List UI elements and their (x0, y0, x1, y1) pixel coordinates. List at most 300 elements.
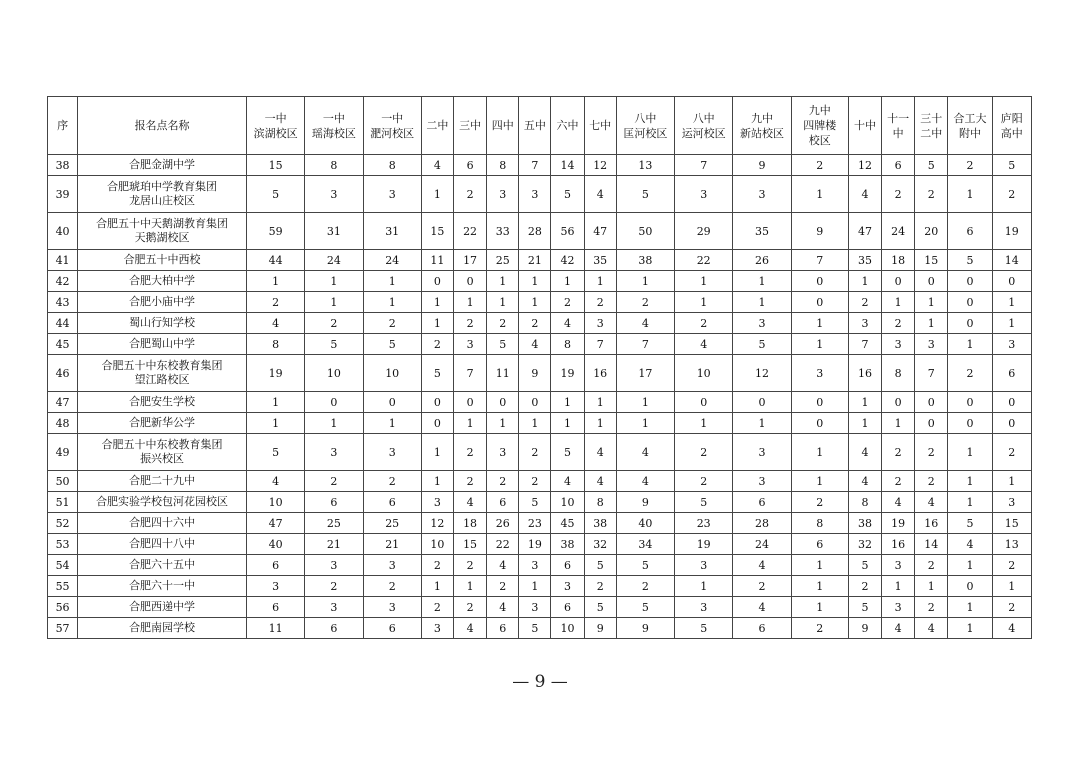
quota-cell: 5 (948, 513, 992, 534)
quota-cell: 45 (551, 513, 584, 534)
quota-cell: 8 (487, 155, 519, 176)
quota-cell: 0 (453, 271, 486, 292)
quota-cell: 1 (616, 392, 674, 413)
quota-cell: 15 (421, 213, 453, 250)
quota-cell: 3 (363, 434, 421, 471)
school-name: 合肥西递中学 (78, 597, 247, 618)
quota-cell: 1 (882, 576, 915, 597)
quota-cell: 59 (246, 213, 304, 250)
quota-cell: 10 (421, 534, 453, 555)
row-seq: 47 (48, 392, 78, 413)
quota-cell: 3 (305, 176, 363, 213)
quota-cell: 0 (791, 413, 848, 434)
quota-cell: 22 (675, 250, 733, 271)
quota-cell: 3 (848, 313, 881, 334)
quota-cell: 5 (584, 597, 616, 618)
quota-cell: 2 (487, 313, 519, 334)
quota-cell: 5 (675, 618, 733, 639)
quota-cell: 1 (733, 413, 791, 434)
quota-cell: 3 (305, 434, 363, 471)
quota-cell: 40 (616, 513, 674, 534)
quota-cell: 5 (616, 176, 674, 213)
school-name: 合肥安生学校 (78, 392, 247, 413)
quota-cell: 3 (882, 334, 915, 355)
column-header: 九中 四牌楼 校区 (791, 97, 848, 155)
quota-cell: 2 (675, 313, 733, 334)
quota-cell: 4 (616, 434, 674, 471)
quota-cell: 2 (791, 492, 848, 513)
school-name: 合肥五十中天鹅湖教育集团 天鹅湖校区 (78, 213, 247, 250)
quota-cell: 0 (421, 392, 453, 413)
quota-cell: 1 (791, 471, 848, 492)
quota-cell: 1 (487, 292, 519, 313)
quota-cell: 8 (305, 155, 363, 176)
quota-cell: 1 (421, 313, 453, 334)
quota-cell: 1 (487, 413, 519, 434)
quota-cell: 19 (675, 534, 733, 555)
quota-cell: 18 (453, 513, 486, 534)
quota-cell: 38 (848, 513, 881, 534)
column-header: 一中 滨湖校区 (246, 97, 304, 155)
quota-cell: 8 (363, 155, 421, 176)
quota-cell: 5 (733, 334, 791, 355)
column-header: 七中 (584, 97, 616, 155)
quota-cell: 4 (882, 618, 915, 639)
quota-cell: 56 (551, 213, 584, 250)
row-seq: 50 (48, 471, 78, 492)
quota-cell: 1 (992, 292, 1031, 313)
row-seq: 43 (48, 292, 78, 313)
row-seq: 49 (48, 434, 78, 471)
quota-cell: 2 (675, 434, 733, 471)
school-name: 合肥实验学校包河花园校区 (78, 492, 247, 513)
quota-cell: 0 (363, 392, 421, 413)
quota-cell: 3 (246, 576, 304, 597)
quota-cell: 2 (584, 292, 616, 313)
quota-cell: 2 (948, 155, 992, 176)
quota-cell: 4 (584, 471, 616, 492)
quota-cell: 0 (305, 392, 363, 413)
quota-cell: 4 (616, 313, 674, 334)
table-row (48, 555, 1032, 576)
quota-cell: 0 (948, 413, 992, 434)
quota-cell: 5 (915, 155, 948, 176)
school-name: 合肥新华公学 (78, 413, 247, 434)
row-seq: 45 (48, 334, 78, 355)
quota-cell: 5 (584, 555, 616, 576)
quota-cell: 2 (363, 576, 421, 597)
quota-cell: 4 (948, 534, 992, 555)
quota-cell: 1 (791, 576, 848, 597)
quota-cell: 7 (453, 355, 486, 392)
quota-cell: 12 (733, 355, 791, 392)
quota-cell: 9 (616, 492, 674, 513)
quota-cell: 0 (882, 392, 915, 413)
quota-cell: 13 (992, 534, 1031, 555)
table-row (48, 355, 1032, 392)
quota-cell: 31 (305, 213, 363, 250)
quota-cell: 20 (915, 213, 948, 250)
quota-cell: 2 (305, 576, 363, 597)
quota-cell: 5 (246, 176, 304, 213)
quota-cell: 6 (551, 555, 584, 576)
quota-cell: 1 (882, 413, 915, 434)
quota-cell: 2 (848, 576, 881, 597)
quota-cell: 1 (453, 292, 486, 313)
quota-cell: 3 (305, 597, 363, 618)
quota-cell: 19 (551, 355, 584, 392)
quota-cell: 1 (948, 434, 992, 471)
quota-cell: 1 (305, 413, 363, 434)
quota-cell: 2 (882, 176, 915, 213)
quota-cell: 1 (363, 413, 421, 434)
quota-cell: 6 (305, 492, 363, 513)
quota-cell: 0 (948, 313, 992, 334)
quota-cell: 32 (848, 534, 881, 555)
quota-cell: 7 (584, 334, 616, 355)
quota-cell: 1 (363, 292, 421, 313)
quota-cell: 44 (246, 250, 304, 271)
quota-cell: 10 (305, 355, 363, 392)
quota-cell: 4 (848, 176, 881, 213)
quota-cell: 3 (363, 555, 421, 576)
quota-cell: 10 (246, 492, 304, 513)
quota-cell: 29 (675, 213, 733, 250)
row-seq: 51 (48, 492, 78, 513)
quota-cell: 5 (616, 597, 674, 618)
row-seq: 57 (48, 618, 78, 639)
school-name: 合肥南园学校 (78, 618, 247, 639)
quota-cell: 24 (882, 213, 915, 250)
quota-cell: 1 (733, 271, 791, 292)
quota-cell: 0 (948, 271, 992, 292)
quota-cell: 0 (992, 392, 1031, 413)
quota-cell: 1 (551, 271, 584, 292)
quota-cell: 15 (915, 250, 948, 271)
quota-cell: 2 (992, 555, 1031, 576)
quota-cell: 3 (519, 176, 551, 213)
quota-cell: 4 (733, 597, 791, 618)
quota-cell: 23 (675, 513, 733, 534)
row-seq: 53 (48, 534, 78, 555)
quota-cell: 16 (915, 513, 948, 534)
quota-cell: 1 (675, 292, 733, 313)
quota-cell: 4 (848, 434, 881, 471)
quota-cell: 1 (948, 334, 992, 355)
quota-cell: 4 (992, 618, 1031, 639)
quota-cell: 8 (551, 334, 584, 355)
quota-cell: 5 (848, 597, 881, 618)
quota-cell: 15 (992, 513, 1031, 534)
quota-cell: 0 (453, 392, 486, 413)
quota-cell: 2 (551, 292, 584, 313)
quota-cell: 4 (551, 471, 584, 492)
quota-cell: 47 (246, 513, 304, 534)
quota-cell: 8 (848, 492, 881, 513)
column-header: 二中 (421, 97, 453, 155)
quota-cell: 2 (791, 618, 848, 639)
school-name: 合肥金湖中学 (78, 155, 247, 176)
row-seq: 41 (48, 250, 78, 271)
quota-cell: 3 (305, 555, 363, 576)
quota-cell: 1 (551, 413, 584, 434)
quota-cell: 6 (992, 355, 1031, 392)
quota-cell: 1 (453, 413, 486, 434)
quota-cell: 6 (733, 618, 791, 639)
quota-cell: 4 (848, 471, 881, 492)
quota-cell: 24 (305, 250, 363, 271)
quota-cell: 4 (487, 597, 519, 618)
quota-cell: 23 (519, 513, 551, 534)
quota-cell: 0 (733, 392, 791, 413)
quota-cell: 1 (246, 271, 304, 292)
quota-cell: 1 (791, 555, 848, 576)
quota-cell: 31 (363, 213, 421, 250)
quota-cell: 9 (733, 155, 791, 176)
quota-cell: 3 (733, 434, 791, 471)
quota-cell: 0 (487, 392, 519, 413)
school-name: 合肥四十八中 (78, 534, 247, 555)
quota-cell: 5 (616, 555, 674, 576)
quota-cell: 1 (791, 313, 848, 334)
school-name: 合肥五十中东校教育集团 振兴校区 (78, 434, 247, 471)
quota-cell: 28 (733, 513, 791, 534)
header-row (48, 97, 1032, 155)
quota-cell: 1 (848, 413, 881, 434)
row-seq: 42 (48, 271, 78, 292)
quota-cell: 1 (519, 271, 551, 292)
quota-cell: 5 (305, 334, 363, 355)
quota-cell: 4 (246, 471, 304, 492)
quota-cell: 38 (551, 534, 584, 555)
quota-cell: 35 (848, 250, 881, 271)
quota-cell: 1 (519, 292, 551, 313)
quota-cell: 2 (915, 597, 948, 618)
quota-cell: 1 (305, 271, 363, 292)
quota-cell: 4 (675, 334, 733, 355)
school-name: 合肥五十中西校 (78, 250, 247, 271)
table-row (48, 471, 1032, 492)
table-body (48, 155, 1032, 639)
quota-cell: 24 (733, 534, 791, 555)
quota-cell: 0 (421, 413, 453, 434)
quota-cell: 11 (246, 618, 304, 639)
quota-cell: 0 (519, 392, 551, 413)
column-header: 十一 中 (882, 97, 915, 155)
table-row (48, 534, 1032, 555)
quota-cell: 2 (421, 334, 453, 355)
quota-cell: 2 (733, 576, 791, 597)
quota-cell: 19 (246, 355, 304, 392)
quota-cell: 6 (246, 555, 304, 576)
quota-cell: 21 (305, 534, 363, 555)
quota-cell: 47 (584, 213, 616, 250)
quota-cell: 1 (882, 292, 915, 313)
quota-cell: 1 (915, 313, 948, 334)
quota-cell: 7 (915, 355, 948, 392)
quota-cell: 2 (519, 313, 551, 334)
school-name: 合肥六十五中 (78, 555, 247, 576)
table-row (48, 155, 1032, 176)
quota-cell: 2 (421, 555, 453, 576)
row-seq: 46 (48, 355, 78, 392)
quota-cell: 4 (551, 313, 584, 334)
quota-cell: 0 (791, 271, 848, 292)
quota-cell: 2 (584, 576, 616, 597)
quota-cell: 25 (487, 250, 519, 271)
table-row (48, 313, 1032, 334)
school-name: 合肥五十中东校教育集团 望江路校区 (78, 355, 247, 392)
table-row (48, 292, 1032, 313)
quota-cell: 6 (363, 618, 421, 639)
quota-cell: 4 (584, 176, 616, 213)
column-header: 报名点名称 (78, 97, 247, 155)
row-seq: 44 (48, 313, 78, 334)
quota-cell: 8 (791, 513, 848, 534)
quota-cell: 2 (453, 313, 486, 334)
school-name: 合肥六十一中 (78, 576, 247, 597)
page-number: — 9 — (512, 672, 568, 692)
quota-cell: 25 (305, 513, 363, 534)
quota-cell: 2 (246, 292, 304, 313)
quota-cell: 6 (733, 492, 791, 513)
quota-cell: 1 (948, 618, 992, 639)
quota-cell: 12 (848, 155, 881, 176)
quota-cell: 1 (421, 576, 453, 597)
quota-cell: 1 (992, 313, 1031, 334)
quota-cell: 1 (791, 176, 848, 213)
quota-cell: 2 (848, 292, 881, 313)
column-header: 一中 淝河校区 (363, 97, 421, 155)
quota-cell: 3 (421, 492, 453, 513)
quota-cell: 1 (584, 413, 616, 434)
table-row (48, 492, 1032, 513)
school-name: 蜀山行知学校 (78, 313, 247, 334)
quota-cell: 4 (882, 492, 915, 513)
quota-cell: 2 (882, 313, 915, 334)
quota-cell: 0 (948, 392, 992, 413)
quota-cell: 5 (421, 355, 453, 392)
table-row (48, 597, 1032, 618)
quota-cell: 6 (487, 618, 519, 639)
table-row (48, 434, 1032, 471)
quota-cell: 9 (584, 618, 616, 639)
quota-cell: 14 (992, 250, 1031, 271)
quota-cell: 9 (519, 355, 551, 392)
quota-cell: 2 (992, 176, 1031, 213)
quota-cell: 11 (421, 250, 453, 271)
quota-cell: 1 (519, 413, 551, 434)
quota-cell: 26 (733, 250, 791, 271)
quota-cell: 2 (882, 434, 915, 471)
quota-cell: 1 (791, 597, 848, 618)
quota-cell: 5 (487, 334, 519, 355)
quota-cell: 2 (948, 355, 992, 392)
quota-cell: 2 (305, 471, 363, 492)
quota-cell: 0 (675, 392, 733, 413)
quota-cell: 5 (246, 434, 304, 471)
quota-cell: 2 (915, 471, 948, 492)
quota-cell: 3 (675, 176, 733, 213)
quota-cell: 2 (453, 434, 486, 471)
quota-cell: 42 (551, 250, 584, 271)
quota-cell: 1 (246, 392, 304, 413)
quota-cell: 26 (487, 513, 519, 534)
quota-cell: 9 (616, 618, 674, 639)
column-header: 八中 匡河校区 (616, 97, 674, 155)
quota-cell: 50 (616, 213, 674, 250)
quota-cell: 7 (791, 250, 848, 271)
quota-cell: 1 (421, 434, 453, 471)
table-row (48, 271, 1032, 292)
quota-cell: 6 (453, 155, 486, 176)
quota-cell: 0 (915, 271, 948, 292)
quota-cell: 8 (882, 355, 915, 392)
quota-cell: 0 (948, 576, 992, 597)
quota-cell: 8 (246, 334, 304, 355)
quota-cell: 2 (487, 471, 519, 492)
quota-cell: 32 (584, 534, 616, 555)
quota-cell: 22 (453, 213, 486, 250)
quota-cell: 5 (992, 155, 1031, 176)
quota-cell: 0 (948, 292, 992, 313)
quota-cell: 7 (675, 155, 733, 176)
table-row (48, 392, 1032, 413)
quota-cell: 3 (882, 555, 915, 576)
quota-cell: 3 (882, 597, 915, 618)
quota-cell: 3 (584, 313, 616, 334)
quota-cell: 1 (519, 576, 551, 597)
quota-cell: 3 (733, 176, 791, 213)
column-header: 合工大 附中 (948, 97, 992, 155)
quota-cell: 14 (915, 534, 948, 555)
quota-cell: 1 (948, 471, 992, 492)
quota-cell: 0 (421, 271, 453, 292)
quota-cell: 4 (733, 555, 791, 576)
quota-cell: 2 (791, 155, 848, 176)
quota-cell: 2 (519, 471, 551, 492)
quota-cell: 3 (733, 313, 791, 334)
quota-cell: 5 (848, 555, 881, 576)
quota-cell: 35 (733, 213, 791, 250)
quota-cell: 4 (487, 555, 519, 576)
quota-cell: 9 (848, 618, 881, 639)
quota-cell: 1 (675, 413, 733, 434)
quota-cell: 5 (363, 334, 421, 355)
quota-cell: 1 (584, 271, 616, 292)
quota-cell: 0 (882, 271, 915, 292)
quota-cell: 2 (453, 597, 486, 618)
quota-cell: 2 (453, 471, 486, 492)
column-header: 一中 瑶海校区 (305, 97, 363, 155)
quota-cell: 1 (551, 392, 584, 413)
quota-cell: 2 (616, 576, 674, 597)
column-header: 十中 (848, 97, 881, 155)
column-header: 五中 (519, 97, 551, 155)
quota-cell: 2 (992, 434, 1031, 471)
quota-cell: 4 (584, 434, 616, 471)
quota-cell: 38 (584, 513, 616, 534)
quota-cell: 6 (363, 492, 421, 513)
row-seq: 39 (48, 176, 78, 213)
quota-cell: 2 (363, 313, 421, 334)
table-row (48, 576, 1032, 597)
quota-cell: 4 (519, 334, 551, 355)
quota-cell: 21 (519, 250, 551, 271)
quota-cell: 6 (551, 597, 584, 618)
quota-cell: 0 (791, 392, 848, 413)
quota-cell: 5 (675, 492, 733, 513)
